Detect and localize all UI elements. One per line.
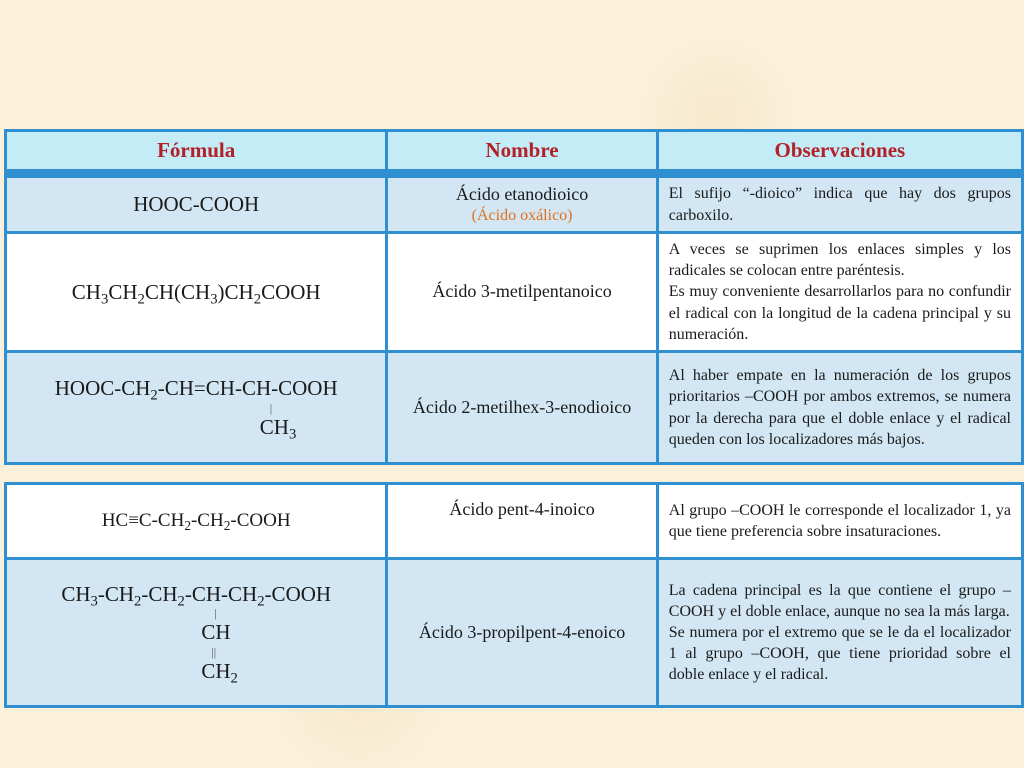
observation-text: A veces se suprimen los enlaces simples y los radicales se colocan entre paréntesis. [668, 241, 1011, 280]
compound-name: Ácido etanodioico [455, 184, 589, 205]
compound-name: Ácido pent-4-inoico [449, 499, 595, 519]
formula-text: $CH_3CH_2CH(CH_3)CH_2COOH$ [71, 279, 321, 308]
branch-ch: CH [201, 620, 231, 645]
formula-cell: HOOC-COOH [7, 178, 388, 234]
table-row [7, 178, 1024, 234]
observation-text: Al haber empate en la numeración de los grupos prioritarios –COOH por ambos extremos, se numera por la derecha para que el doble enlace y el radical queden con los localizadores más bajos. [668, 367, 1011, 448]
compounds-table-bottom [4, 482, 1024, 708]
compound-name: Ácido 3-metilpentanoico [432, 281, 612, 302]
single-bond: | [269, 400, 273, 415]
formula-cell [7, 560, 388, 708]
table-row [7, 560, 1024, 708]
compound-name: Ácido 2-metilhex-3-enodioico [412, 396, 632, 417]
compound-alt-name: (Ácido oxálico) [471, 206, 573, 224]
observations-cell [659, 560, 1024, 708]
observation-text: Es muy conveniente desarrollarlos para no confundir el radical con la longitud de la cadena principal y su numeración. [668, 283, 1011, 343]
name-cell [388, 353, 658, 465]
observations-cell [659, 353, 1024, 465]
table-row [7, 353, 1024, 465]
header-observations: Observaciones [659, 132, 1024, 172]
header-name: Nombre [388, 132, 658, 172]
header-formula: Fórmula [7, 132, 388, 172]
branch-ch2: $CH_2$ [201, 658, 238, 686]
formula-text: $HC\equiv C-CH_2-CH_2$-COOH [101, 510, 291, 534]
name-cell [388, 234, 658, 353]
compound-name: Ácido 3-propilpent-4-enoico [418, 621, 626, 642]
observations-cell [659, 178, 1024, 234]
observation-text: Se numera por el extremo que se le da el localizador 1 al grupo –COOH, que tiene prioridad sobre el doble enlace y el radical. [668, 623, 1011, 684]
compounds-table-top [4, 129, 1024, 465]
single-bond: | [214, 606, 217, 621]
observation-text: Al grupo –COOH le corresponde el localizador 1, ya que tiene preferencia sobre insaturaciones. [668, 501, 1011, 540]
formula-cell [7, 234, 388, 353]
header-row [7, 132, 1024, 172]
observation-text: La cadena principal es la que contiene el grupo –COOH y el doble enlace, aunque no sea la más larga. [668, 581, 1011, 620]
name-cell [388, 178, 658, 234]
main-chain: HOOC-$CH_2-CH=CH-CH$-COOH [54, 376, 338, 404]
name-cell [388, 485, 658, 560]
structural-formula [54, 376, 338, 442]
table-row [7, 485, 1024, 560]
main-chain: $CH_3-CH_2-CH_2-CH-CH_2$-COOH [61, 582, 332, 610]
formula-cell [7, 353, 388, 465]
double-bond: || [211, 644, 217, 659]
observation-text: El sufijo “-dioico” indica que hay dos grupos carboxilo. [668, 185, 1011, 224]
structural-formula [61, 582, 332, 686]
observations-cell [659, 234, 1024, 353]
observations-cell [659, 485, 1024, 560]
branch-group: $CH_3$ [259, 414, 297, 442]
table-row [7, 234, 1024, 353]
name-cell [388, 560, 658, 708]
formula-cell [7, 485, 388, 560]
